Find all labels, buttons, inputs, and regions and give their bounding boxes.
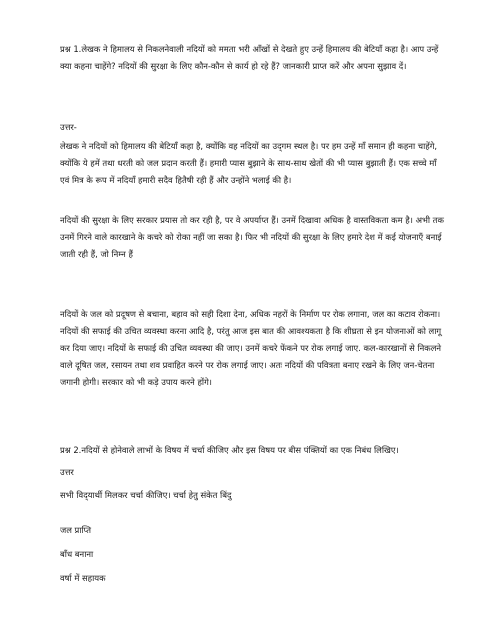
question-1: प्रश्न 1.लेखक ने हिमालय से निकलनेवाली नदियों को ममता भरी आँखों से देखते हुए उन्हें हिमालय की बेटियाँ कहा है। आप उन्हें क्या कहना चाहेंगे? नदियों की सुरक्षा के लिए कौन-कौन से कार्य हो रहे हैं? जानकारी प्राप्त करें और अपना सुझाव दें। <box>60 44 439 71</box>
answer-1-label: उत्तर- <box>60 122 77 132</box>
answer-1-paragraph-1: लेखक ने नदियों को हिमालय की बेटियाँ कहा है, क्योंकि वह नदियों का उद्‌गम स्थल है। पर हम उन्हें माँ समान ही कहना चाहेंगे, क्योंकि ये हमें तथा धरती को जल प्रदान करती हैं। हमारी प्यास बुझाने के साथ-साथ खेतों की भी प्यास बुझाती हैं। एक सच्चे माँ एवं मित्र के रूप में नदियाँ हमारी सदैव हितैषी रही हैं और उन्होंने भलाई की है। <box>60 141 438 185</box>
point-water-supply: जल प्राप्ति <box>60 525 92 535</box>
answer-2-intro: सभी विद्‌यार्थी मिलकर चर्चा कीजिए। चर्चा हेतु संकेत बिंदु <box>60 490 232 500</box>
answer-1-paragraph-3: नदियों के जल को प्रदूषण से बचाना, बहाव को सही दिशा देना, अधिक नहरों के निर्माण पर रोक लगाना, जल का कटाव रोकना। नदियों की सफाई की उचित व्यवस्था करना आदि है, परंतु आज इस बात की आवश्यकता है कि शीघ्रता से इन योजनाओं को लागू कर दिया जाए। नदियों के सफाई की उचित व्यवस्था की जाए। उनमें कचरे फेंकने पर रोक लगाई जाए. कल-कारखानों से निकलने वाले दूषित जल, रसायन तथा शव प्रवाहित करने पर रोक लगाई जाए। अतः नदियों की पवित्रता बनाए रखने के लिए जन-चेतना जगानी होगी। सरकार को भी कड़े उपाय करने होंगे। <box>60 309 442 387</box>
answer-2-label: उत्तर <box>60 467 74 477</box>
point-dam-building: बाँध बनाना <box>60 549 94 559</box>
point-rain-help: वर्षा में सहायक <box>60 573 106 583</box>
answer-1-paragraph-2: नदियों की सुरक्षा के लिए सरकार प्रयास तो कर रही है, पर वे अपर्याप्त हैं। उनमें दिखावा अधिक है वास्तविकता कम है। अभी तक उनमें गिरने वाले कारखाने के कचरे को रोका नहीं जा सका है। फिर भी नदियों की सुरक्षा के लिए हमारे देश में कई योजनाएँ बनाई जाती रही हैं, जो निम्न हैं <box>60 215 444 259</box>
question-2: प्रश्न 2.नदियों से होनेवाले लाभों के विषय में चर्चा कीजिए और इस विषय पर बीस पंक्तियों का एक निबंध लिखिए। <box>60 445 399 455</box>
